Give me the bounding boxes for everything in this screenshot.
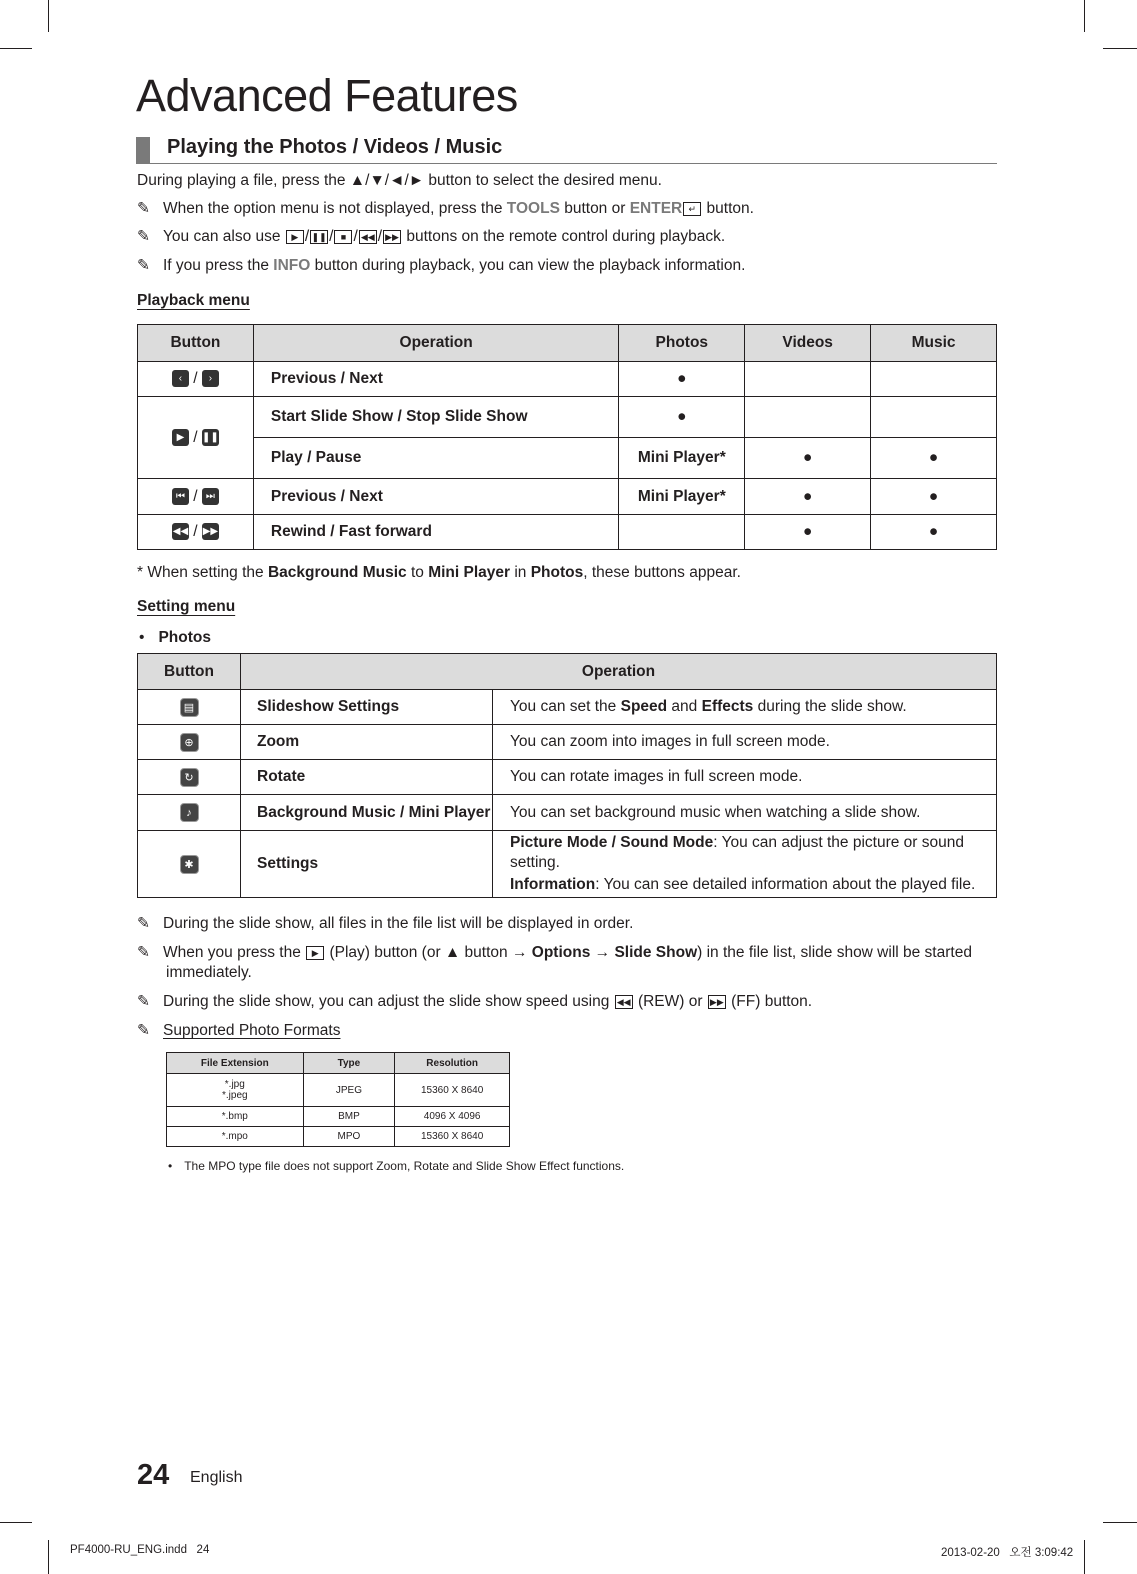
fast-forward-icon: ▶▶ xyxy=(383,230,401,244)
note-3: ✎ If you press the INFO button during playback, you can view the playback information. xyxy=(137,257,746,274)
button-cell: ◀◀ / ▶▶ xyxy=(138,515,254,550)
button-cell: ⏮ / ⏭ xyxy=(138,479,254,515)
note-2: ✎ You can also use ▶ / ❚❚ / ■ / ◀◀ / ▶▶ buttons on the remote control during playback. xyxy=(137,228,726,245)
crop-mark xyxy=(48,0,49,32)
photos-bullet: • Photos xyxy=(139,629,211,646)
enter-icon: ↵ xyxy=(683,202,701,216)
intro-text: During playing a file, press the ▲/▼/◄/► button to select the desired menu. xyxy=(137,172,662,189)
footer-timestamp: 2013-02-20 오전 3:09:42 xyxy=(941,1547,1074,1559)
col-header: Resolution xyxy=(395,1053,510,1074)
pencil-icon: ✎ xyxy=(137,944,150,961)
skip-forward-icon: ⏭ xyxy=(202,488,219,505)
pencil-icon: ✎ xyxy=(137,257,150,274)
play-icon: ▶ xyxy=(286,230,304,244)
button-cell: ‹ / › xyxy=(138,362,254,397)
table-row: ◀◀ / ▶▶ Rewind / Fast forward ● ● xyxy=(138,515,997,550)
note-1: ✎ When the option menu is not displayed, press the TOOLS button or ENTER ↵ button. xyxy=(137,200,754,217)
pencil-icon: ✎ xyxy=(137,993,150,1010)
col-header: Type xyxy=(303,1053,395,1074)
table-row: ⏮ / ⏭ Previous / Next Mini Player* ● ● xyxy=(138,479,997,515)
section-rule xyxy=(136,163,997,164)
playback-table xyxy=(137,324,997,550)
table-row: ‹ / › Previous / Next ● xyxy=(138,362,997,397)
col-header: Operation xyxy=(241,654,997,690)
pause-icon: ❚❚ xyxy=(311,231,327,242)
section-title: Playing the Photos / Videos / Music xyxy=(167,136,503,158)
crop-mark xyxy=(1103,48,1137,49)
note-7: ✎ Supported Photo Formats xyxy=(137,1022,341,1039)
play-icon: ▶ xyxy=(306,946,324,960)
col-header: File Extension xyxy=(167,1053,304,1074)
rewind-icon: ◀◀ xyxy=(359,230,377,244)
pause-icon: ❚❚ xyxy=(202,429,219,446)
table-row: *.jpg *.jpeg JPEG 15360 X 8640 xyxy=(167,1074,510,1107)
pencil-icon: ✎ xyxy=(137,228,150,245)
gear-icon: ✱ xyxy=(180,855,199,874)
page-number: 24 xyxy=(137,1459,170,1491)
crop-mark xyxy=(0,1522,32,1523)
col-header: Button xyxy=(138,325,254,362)
footer-filename: PF4000-RU_ENG.indd 24 xyxy=(70,1544,210,1556)
music-icon: ♪ xyxy=(180,803,199,822)
pencil-icon: ✎ xyxy=(137,200,150,217)
note-4: ✎ During the slide show, all files in the file list will be displayed in order. xyxy=(137,915,634,932)
rotate-icon: ↻ xyxy=(180,768,199,787)
slideshow-settings-icon: ▤ xyxy=(180,698,199,717)
crop-mark xyxy=(1084,1540,1085,1574)
table-row: ✱ Settings Picture Mode / Sound Mode: You can adjust the picture or sound setting. Information: You can see detailed information about the played file. xyxy=(138,831,997,898)
formats-table xyxy=(166,1052,510,1147)
note-6: ✎ During the slide show, you can adjust the slide show speed using ◀◀ (REW) or ▶▶ (FF) button. xyxy=(137,993,813,1010)
playback-menu-label: Playback menu xyxy=(137,292,250,309)
fast-forward-icon: ▶▶ xyxy=(202,523,219,540)
chevron-left-icon: ‹ xyxy=(172,370,189,387)
crop-mark xyxy=(0,48,32,49)
table-row: *.mpo MPO 15360 X 8640 xyxy=(167,1127,510,1147)
pencil-icon: ✎ xyxy=(137,915,150,932)
col-header: Operation xyxy=(253,325,619,362)
col-header: Photos xyxy=(619,325,745,362)
table-row: ▤ Slideshow Settings You can set the Speed and Effects during the slide show. xyxy=(138,690,997,725)
note-5: ✎ When you press the ▶ (Play) button (or ▲ button → Options → Slide Show) in the file list, slide show will be started xyxy=(137,944,972,961)
rewind-icon: ◀◀ xyxy=(615,995,633,1009)
zoom-icon: ⊕ xyxy=(180,733,199,752)
skip-back-icon: ⏮ xyxy=(172,488,189,505)
col-header: Music xyxy=(871,325,997,362)
table-row: ↻ Rotate You can rotate images in full screen mode. xyxy=(138,760,997,795)
crop-mark xyxy=(48,1540,49,1574)
setting-menu-label: Setting menu xyxy=(137,598,236,615)
col-header: Button xyxy=(138,654,241,690)
setting-table xyxy=(137,653,997,898)
play-icon: ▶ xyxy=(172,429,189,446)
page-title: Advanced Features xyxy=(136,70,518,121)
rewind-icon: ◀◀ xyxy=(172,523,189,540)
page-language: English xyxy=(190,1469,243,1486)
section-bar xyxy=(136,137,150,163)
table-row: *.bmp BMP 4096 X 4096 xyxy=(167,1107,510,1127)
footnote: * When setting the Background Music to Mini Player in Photos, these buttons appear. xyxy=(137,564,741,581)
crop-mark xyxy=(1084,0,1085,32)
pencil-icon: ✎ xyxy=(137,1022,150,1039)
table-row: ♪ Background Music / Mini Player You can set background music when watching a slide show. xyxy=(138,795,997,831)
note-5-line2: immediately. xyxy=(166,964,252,981)
button-cell: ▶ / ❚❚ xyxy=(138,397,254,479)
table-row: ⊕ Zoom You can zoom into images in full screen mode. xyxy=(138,725,997,760)
chevron-right-icon: › xyxy=(202,370,219,387)
table-row: Play / Pause Mini Player* ● ● xyxy=(138,438,997,479)
fast-forward-icon: ▶▶ xyxy=(708,995,726,1009)
table-row: ▶ / ❚❚ Start Slide Show / Stop Slide Show ● xyxy=(138,397,997,438)
crop-mark xyxy=(1103,1522,1137,1523)
stop-icon: ■ xyxy=(334,230,352,244)
mpo-note: • The MPO type file does not support Zoom, Rotate and Slide Show Effect functions. xyxy=(168,1159,625,1173)
col-header: Videos xyxy=(745,325,871,362)
